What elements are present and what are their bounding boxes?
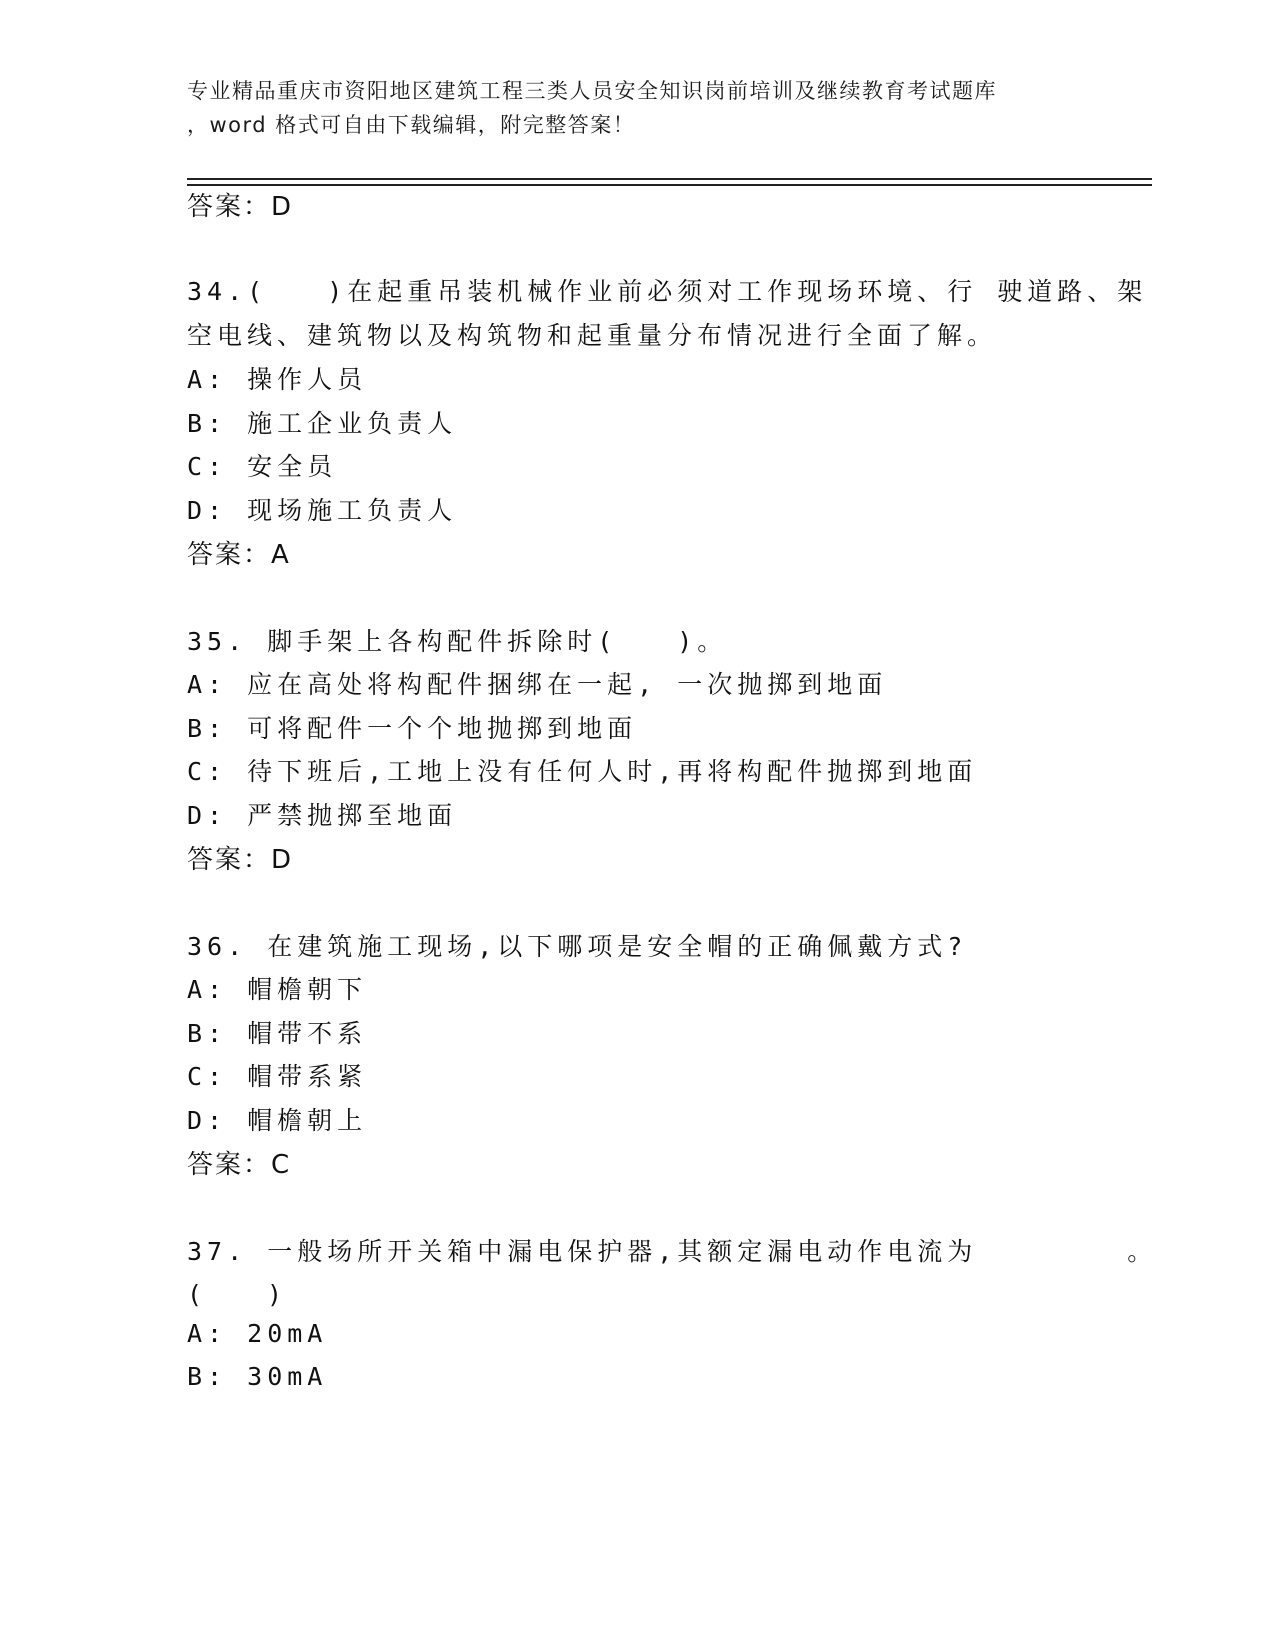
question-35-option-c: C: 待下班后,工地上没有任何人时,再将构配件抛掷到地面 <box>187 757 978 786</box>
header-divider-top <box>187 178 1152 180</box>
question-36-text-line-1: 36. 在建筑施工现场,以下哪项是安全帽的正确佩戴方式? <box>187 932 968 961</box>
question-36-option-c: C: 帽带系紧 <box>187 1062 368 1091</box>
question-35-option-a: A: 应在高处将构配件捆绑在一起, 一次抛掷到地面 <box>187 670 888 699</box>
question-37-text-line-1: 37. 一般场所开关箱中漏电保护器,其额定漏电动作电流为 。 <box>187 1237 1158 1266</box>
question-35-option-b: B: 可将配件一个个地抛掷到地面 <box>187 714 638 743</box>
question-37-option-a: A: 20mA <box>187 1319 328 1348</box>
header-line-2: ，word 格式可自由下载编辑，附完整答案！ <box>187 113 636 137</box>
question-34-option-a: A: 操作人员 <box>187 365 368 394</box>
question-37-text-line-2: ( ) <box>187 1280 288 1309</box>
question-37-option-b: B: 30mA <box>187 1362 328 1391</box>
question-34-option-b: B: 施工企业负责人 <box>187 409 458 438</box>
header-line-1: 专业精品重庆市资阳地区建筑工程三类人员安全知识岗前培训及继续教育考试题库 <box>187 79 997 103</box>
question-36-option-b: B: 帽带不系 <box>187 1019 368 1048</box>
previous-answer: 答案：D <box>187 192 294 222</box>
header-divider-bottom <box>187 184 1152 186</box>
question-36-answer: 答案：C <box>187 1150 292 1180</box>
document-header <box>187 74 1087 142</box>
question-34-text-line-2: 空电线、建筑物以及构筑物和起重量分布情况进行全面了解。 <box>187 321 998 350</box>
question-35-option-d: D: 严禁抛掷至地面 <box>187 801 458 830</box>
question-36-option-a: A: 帽檐朝下 <box>187 975 368 1004</box>
question-36-option-d: D: 帽檐朝上 <box>187 1106 368 1135</box>
question-35-text-line-1: 35. 脚手架上各构配件拆除时( )。 <box>187 627 728 656</box>
question-34-answer: 答案：A <box>187 540 291 570</box>
question-35-answer: 答案：D <box>187 845 294 875</box>
question-34-text-line-1: 34.( )在起重吊装机械作业前必须对工作现场环境、行 驶道路、架 <box>187 277 1148 306</box>
question-34-option-d: D: 现场施工负责人 <box>187 496 458 525</box>
question-34-option-c: C: 安全员 <box>187 452 338 481</box>
